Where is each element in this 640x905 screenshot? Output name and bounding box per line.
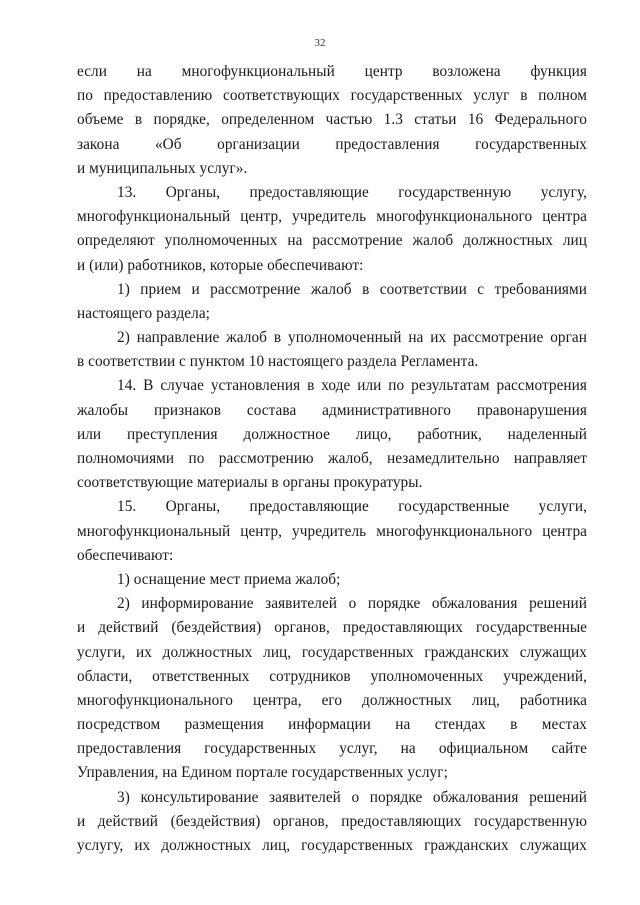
text-line: услуги, их должностных лиц, государственных гражданских служащих bbox=[77, 643, 587, 661]
text-line: и действий (бездействия) органов, предоставляющих государственные bbox=[77, 619, 587, 637]
text-line: по предоставлению соответствующих государственных услуг в полном bbox=[77, 87, 587, 105]
text-line: определяют уполномоченных на рассмотрение жалоб должностных лиц bbox=[77, 232, 587, 250]
text-line: многофункциональный центр, учредитель многофункционального центра bbox=[77, 208, 587, 226]
text-line: закона «Об организации предоставления государственных bbox=[77, 135, 587, 153]
text-line: жалобы признаков состава административного правонарушения bbox=[77, 401, 587, 419]
text-line: полномочиями по рассмотрению жалоб, незамедлительно направляет bbox=[77, 450, 587, 467]
text-line: и действий (бездействия) органов, предоставляющих государственную bbox=[77, 812, 587, 830]
text-line: и муниципальных услуг». bbox=[77, 159, 248, 177]
text-line: 2) информирование заявителей о порядке обжалования решений bbox=[117, 595, 587, 613]
text-line: 1) оснащение мест приема жалоб; bbox=[117, 570, 341, 588]
page-number: 32 bbox=[314, 37, 326, 49]
text-line: 2) направление жалоб в уполномоченный на их рассмотрение орган bbox=[117, 329, 587, 347]
text-line: 1) прием и рассмотрение жалоб в соответствии с требованиями bbox=[117, 280, 587, 298]
text-line: предоставления государственных услуг, на официальном сайте bbox=[77, 740, 587, 758]
text-line: настоящего раздела; bbox=[77, 304, 210, 322]
text-line: в соответствии с пунктом 10 настоящего раздела Регламента. bbox=[77, 353, 479, 371]
text-line: 15. Органы, предоставляющие государственные услуги, bbox=[117, 498, 587, 516]
text-line: Управления, на Едином портале государственных услуг; bbox=[77, 764, 448, 782]
text-line: многофункциональный центр, учредитель многофункционального центра bbox=[77, 522, 587, 540]
text-line: если на многофункциональный центр возложена функция bbox=[77, 63, 587, 80]
text-line: области, ответственных сотрудников уполномоченных учреждений, bbox=[77, 667, 587, 685]
text-line: объеме в порядке, определенном частью 1.3 статьи 16 Федерального bbox=[77, 111, 587, 129]
text-line: или преступления должностное лицо, работник, наделенный bbox=[77, 425, 587, 443]
text-line: соответствующие материалы в органы прокуратуры. bbox=[77, 474, 423, 492]
text-line: обеспечивают: bbox=[77, 546, 174, 564]
text-line: посредством размещения информации на стендах в местах bbox=[77, 716, 587, 734]
text-line: и (или) работников, которые обеспечивают: bbox=[77, 256, 364, 274]
document-body bbox=[77, 60, 587, 858]
text-line: услугу, их должностных лиц, государственных гражданских служащих bbox=[77, 837, 587, 854]
text-line: многофункционального центра, его должностных лиц, работника bbox=[77, 691, 587, 709]
text-line: 13. Органы, предоставляющие государственную услугу, bbox=[117, 183, 587, 201]
text-line: 3) консультирование заявителей о порядке обжалования решений bbox=[117, 788, 587, 806]
text-line: 14. В случае установления в ходе или по результатам рассмотрения bbox=[117, 377, 587, 395]
